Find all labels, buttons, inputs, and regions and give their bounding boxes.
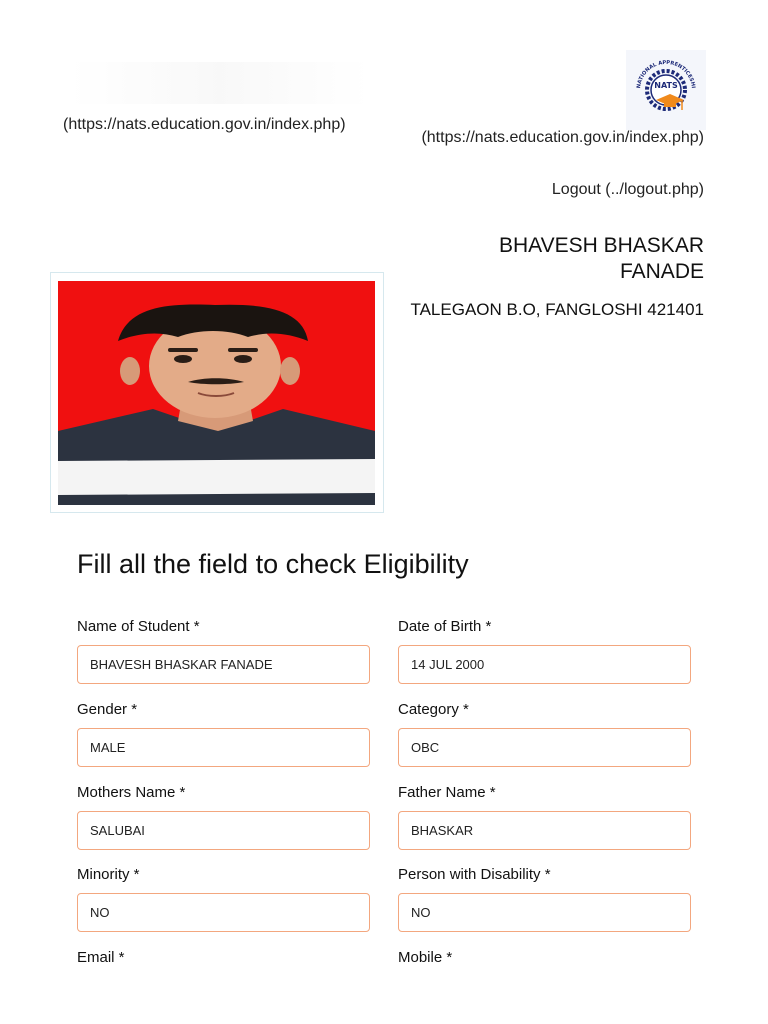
home-link-left[interactable]: (https://nats.education.gov.in/index.php) [63, 116, 346, 133]
logo-text: NATS [654, 81, 678, 90]
person-with-disability-field[interactable]: NO [398, 893, 691, 932]
label-person-with-disability: Person with Disability * [398, 866, 551, 883]
label-father-name: Father Name * [398, 784, 496, 801]
logout-link[interactable]: Logout (../logout.php) [551, 181, 704, 198]
label-minority: Minority * [77, 866, 140, 883]
faded-header-logo [70, 62, 370, 104]
mothers-name-field[interactable]: SALUBAI [77, 811, 370, 850]
label-student-name: Name of Student * [77, 618, 200, 635]
minority-field[interactable]: NO [77, 893, 370, 932]
student-address: TALEGAON B.O, FANGLOSHI 421401 [410, 300, 704, 319]
category-field[interactable]: OBC [398, 728, 691, 767]
student-photo [58, 281, 375, 505]
student-name: BHAVESH BHASKAR FANADE [498, 234, 704, 283]
gender-field[interactable]: MALE [77, 728, 370, 767]
form-title: Fill all the field to check Eligibility [77, 549, 469, 579]
student-name-field[interactable]: BHAVESH BHASKAR FANADE [77, 645, 370, 684]
label-gender: Gender * [77, 701, 138, 718]
nats-logo[interactable] [626, 50, 706, 130]
father-name-field[interactable]: BHASKAR [398, 811, 691, 850]
home-link-right[interactable]: (https://nats.education.gov.in/index.php) [421, 129, 704, 146]
label-date-of-birth: Date of Birth * [398, 618, 492, 635]
date-of-birth-field[interactable]: 14 JUL 2000 [398, 645, 691, 684]
label-mobile: Mobile * [398, 949, 453, 966]
label-category: Category * [398, 701, 469, 718]
nats-logo-icon [626, 50, 706, 130]
label-mothers-name: Mothers Name * [77, 784, 186, 801]
label-email: Email * [77, 949, 125, 966]
logo-ring-text: NATIONAL APPRENTICESHI [635, 59, 696, 89]
